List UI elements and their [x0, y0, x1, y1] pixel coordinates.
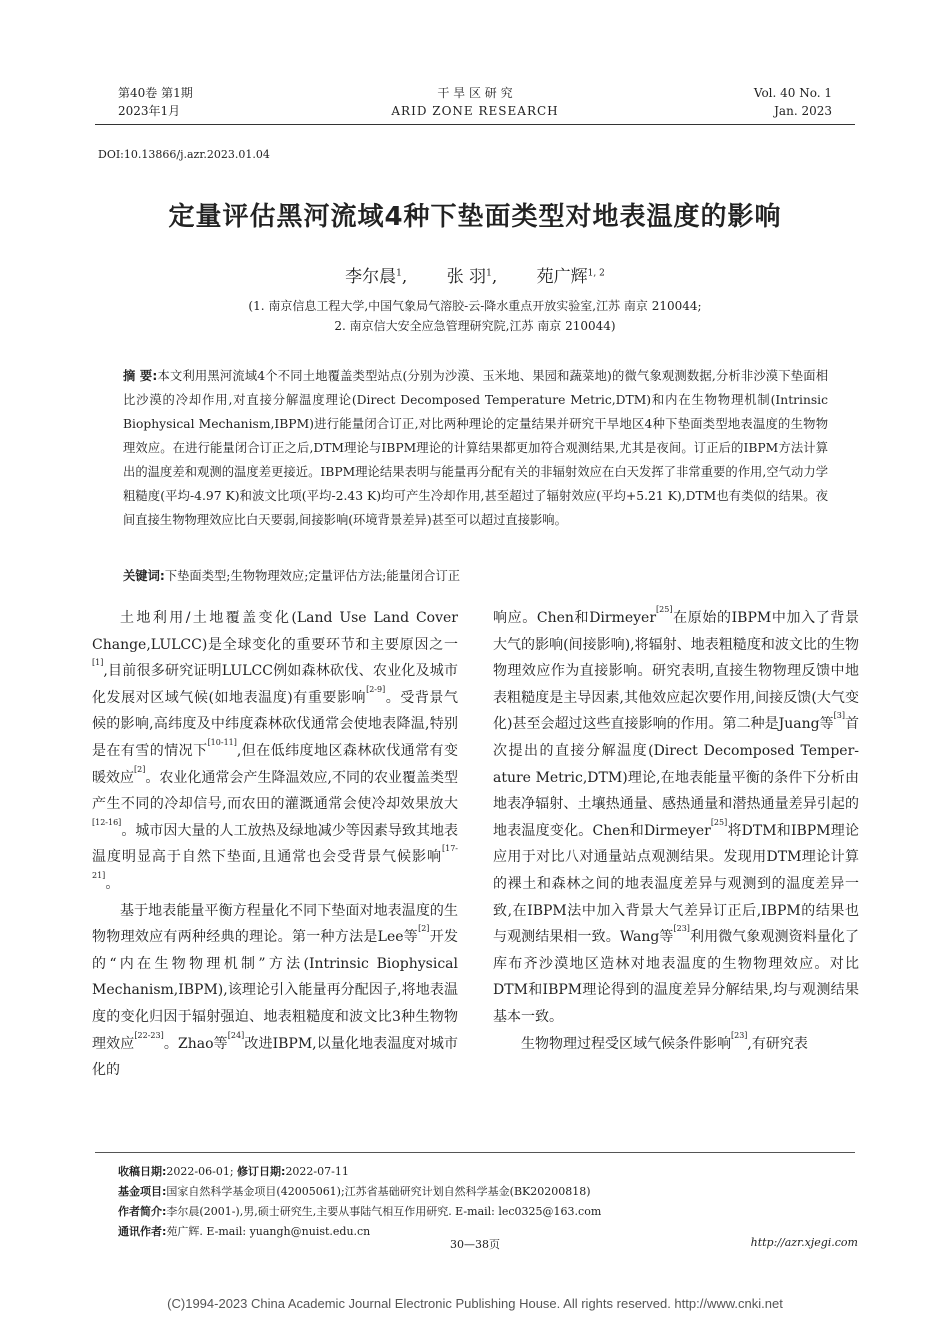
text-run: 将DTM和IBPM理论应用于对比八对通量站点观测结果。发现用DTM理论计算的裸土和森林之间的地表温度差异与观测到的温度差异一致,在IBPM法中加入背景大气差异订正后,IBPM的结果也与观测结果相一致。Wang等 [493, 822, 859, 946]
text-run: 。农业化通常会产生降温效应,不同的农业覆盖类型产生不同的冷却信号,而农田的灌溉通常会使冷却效果放大 [92, 769, 459, 813]
footnote-text: 李尔晨(2001-),男,硕士研究生,主要从事陆气相互作用研究. E-mail: lec0325@163.com [166, 1205, 602, 1218]
citation[interactable]: [12-16] [92, 817, 122, 827]
body-column-right [493, 605, 859, 1057]
keywords [123, 566, 828, 586]
volume-issue: 第40卷 第1期 [118, 86, 193, 100]
citation[interactable]: [3] [833, 711, 845, 721]
citation[interactable]: [24] [227, 1030, 245, 1040]
footnote-label: 基金项目: [118, 1185, 167, 1198]
text-run: 生物物理过程受区域气候条件影响 [521, 1035, 731, 1052]
paragraph [92, 605, 458, 898]
citation[interactable]: [25] [656, 605, 673, 614]
citation[interactable]: [2] [134, 764, 146, 774]
citation[interactable]: [1] [92, 658, 104, 668]
text-run: 改进IBPM,以量化地表温度对城市化的 [92, 1035, 458, 1079]
journal-name-cn: 干 旱 区 研 究 [437, 86, 513, 100]
footnote-label: 修订日期: [237, 1165, 286, 1178]
text-run: ,但在低纬度地区森林砍伐通常有变暖效应 [92, 742, 458, 786]
author-name: 李尔晨 [345, 267, 397, 287]
footnote-text: 2022-06-01; [166, 1165, 238, 1178]
author-name: 苑广辉 [536, 267, 588, 287]
footnotes [118, 1162, 838, 1242]
citation[interactable]: [25] [710, 817, 728, 827]
affiliations [0, 296, 950, 336]
citation[interactable]: [23] [731, 1030, 748, 1040]
footnote-dates [118, 1162, 838, 1182]
text-run: 在原始的IBPM中加入了背景大气的影响(间接影响),将辐射、地表粗糙度和波文比的生物物理效应作为直接影响。研究表明,直接生物物理反馈中地表粗糙度是主导因素,其他效应起次要作用,间接反馈(大气变化)甚至会超过这些直接影响的作用。第二种是Juang等 [493, 610, 860, 733]
text-run: 首次提出的直接分解温度(Direct Decomposed Temper-ature Metric,DTM)理论,在地表能量平衡的条件下分析由地表净辐射、土壤热通量、感热通量和潜热通量差异引起的地表温度变化。Chen和Dirmeyer [493, 716, 859, 839]
issue-date-en: Jan. 2023 [774, 104, 832, 118]
affiliation-line: (1. 南京信息工程大学,中国气象局气溶胶-云-降水重点开放实验室,江苏 南京 210044; [248, 299, 702, 313]
citation[interactable]: [2] [418, 924, 430, 934]
running-header-right [720, 84, 832, 120]
citation[interactable]: [17-21] [92, 844, 458, 880]
paragraph [92, 898, 458, 1084]
footnote-text: 苑广辉. E-mail: yuangh@nuist.edu.cn [166, 1225, 371, 1238]
text-run: 。Zhao等 [163, 1035, 228, 1052]
footnote-author-bio [118, 1202, 838, 1222]
author-name: 张 羽 [446, 267, 487, 287]
journal-url[interactable]: http://azr.xjegi.com [750, 1236, 858, 1249]
text-run: 土地利用/土地覆盖变化(Land Use Land Cover Change,LULCC)是全球变化的重要环节和主要原因之一 [92, 610, 458, 653]
footnote-text: 国家自然科学基金项目(42005061);江苏省基础研究计划自然科学基金(BK20200818) [166, 1185, 591, 1198]
author-separator: , [401, 267, 408, 287]
text-run: 。 [105, 875, 120, 892]
journal-name-en: ARID ZONE RESEARCH [391, 104, 559, 118]
copyright-notice: (C)1994-2023 China Academic Journal Electronic Publishing House. All rights reserved. http://www.cnki.net [167, 1296, 783, 1311]
doi[interactable]: DOI:10.13866/j.azr.2023.01.04 [98, 148, 270, 161]
footnote-label: 作者简介: [118, 1205, 167, 1218]
abstract-text: 本文利用黑河流域4个不同土地覆盖类型站点(分别为沙漠、玉米地、果园和蔬菜地)的微气象观测数据,分析非沙漠下垫面相比沙漠的冷却作用,对直接分解温度理论(Direct Decomposed Temperature Metric,DTM)和内在生物物理机制(Intrinsic Biophysical Mechanism,IBPM)进行能量闭合订正,对比两种理论的定量结果并研究干旱地区4种下垫面类型地表温度的生物物理效应。在进行能量闭合订正之后,DTM理论与IBPM理论的计算结果都更加符合观测结果,尤其是夜间。订正后的IBPM方法计算出的温度差和观测的温度差更接近。IBPM理论结果表明与能量再分配有关的非辐射效应在白天发挥了非常重要的作用,空气动力学粗糙度(平均-4.97 K)和波文比项(平均-2.43 K)均可产生冷却作用,甚至超过了辐射效应(平均+5.21 K),DTM也有类似的结果。夜间直接生物物理效应比白天要弱,间接影响(环境背景差异)甚至可以超过直接影响。 [123, 369, 828, 527]
citation[interactable]: [2-9] [366, 684, 386, 694]
paper-title: 定量评估黑河流域4种下垫面类型对地表温度的影响 [168, 202, 782, 232]
header-rule [95, 124, 855, 125]
body-column-left [92, 605, 458, 1084]
text-run: 。受背景气候的影响,高纬度及中纬度森林砍伐通常会使地表降温,特别是在有雪的情况下 [92, 689, 458, 759]
volume-issue-en: Vol. 40 No. 1 [753, 86, 832, 100]
citation[interactable]: [23] [673, 924, 690, 934]
footnote-label: 通讯作者: [118, 1225, 167, 1238]
text-run: ,有研究表 [747, 1035, 808, 1052]
author-separator: , [491, 267, 498, 287]
abstract-label: 摘 要: [123, 369, 158, 383]
footnote-text: 2022-07-11 [285, 1165, 349, 1178]
citation[interactable]: [10-11] [207, 737, 237, 747]
author-affiliation-mark: 1 [486, 268, 492, 279]
text-run: 基于地表能量平衡方程量化不同下垫面对地表温度的生物物理效应有两种经典的理论。第一种方法是Lee等 [92, 902, 458, 946]
text-run: 利用微气象观测资料量化了库布齐沙漠地区造林对地表温度的生物物理效应。对比DTM和IBPM理论得到的温度差异分解结果,均与观测结果基本一致。 [493, 929, 860, 1025]
author-affiliation-mark: 1, 2 [587, 268, 605, 279]
abstract [123, 364, 828, 532]
keywords-text: 下垫面类型;生物物理效应;定量评估方法;能量闭合订正 [164, 569, 461, 583]
text-run: ,目前很多研究证明LULCC例如森林砍伐、农业化及城市化发展对区域气候(如地表温度)有重要影响 [92, 663, 458, 706]
paragraph [493, 605, 859, 1031]
page-range: 30—38页 [450, 1238, 500, 1251]
footnote-rule [95, 1152, 855, 1153]
issue-date: 2023年1月 [118, 104, 181, 118]
text-run: 。城市因大量的人工放热及绿地减少等因素导致其地表温度明显高于自然下垫面,且通常也会受背景气候影响 [92, 822, 458, 866]
text-run: 响应。Chen和Dirmeyer [493, 610, 657, 626]
keywords-label: 关键词: [123, 569, 165, 583]
affiliation-line: 2. 南京信大安全应急管理研究院,江苏 南京 210044) [334, 319, 616, 333]
footnote-funding [118, 1182, 838, 1202]
text-run: 开发的“内在生物物理机制”方法(Intrinsic Biophysical Mechanism,IBPM),该理论引入能量再分配因子,将地表温度的变化归因于辐射强迫、地表粗糙度和波文比3种生物物理效应 [92, 929, 459, 1052]
paragraph [493, 1031, 859, 1058]
footnote-label: 收稿日期: [118, 1165, 167, 1178]
author-list [0, 262, 950, 287]
citation[interactable]: [22-23] [134, 1030, 164, 1040]
author-affiliation-mark: 1 [396, 268, 402, 279]
